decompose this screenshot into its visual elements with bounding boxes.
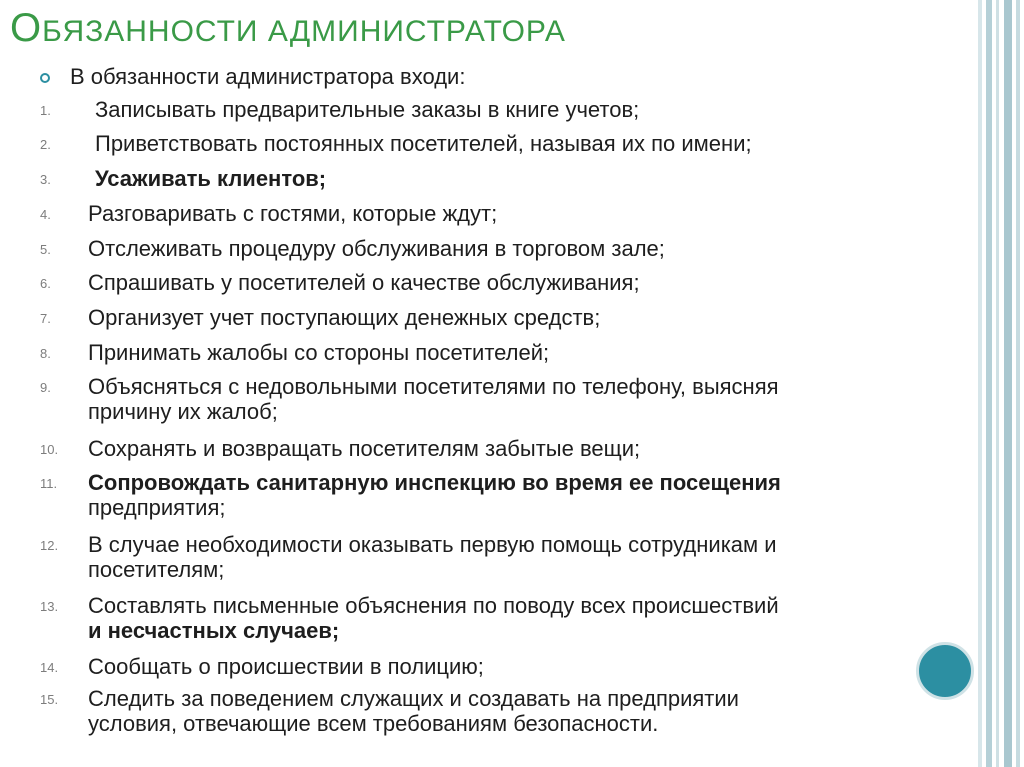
list-item-number: 15. [40,692,59,707]
list-item-text: Отслеживать процедуру обслуживания в торговом зале; [88,236,665,261]
list-item-text: и несчастных случаев; [88,618,340,643]
list-item-number: 9. [40,380,51,395]
list-item-text: Сохранять и возвращать посетителям забытые вещи; [88,436,641,461]
list-item-number: 2. [40,137,51,152]
list-item-number: 12. [40,538,59,553]
list-item-number: 1. [40,103,51,118]
list-item-text: посетителям; [88,557,225,582]
list-item-text: В случае необходимости оказывать первую помощь сотрудникам и [88,532,777,557]
side-bar-3 [996,0,999,767]
list-item-text: Приветствовать постоянных посетителей, называя их по имени; [95,131,752,156]
list-item-text: Принимать жалобы со стороны посетителей; [88,340,550,365]
list-item-number: 7. [40,311,51,326]
list-item-text: условия, отвечающие всем требованиям безопасности. [88,711,659,736]
side-bar-5 [1016,0,1020,767]
list-item-text: Записывать предварительные заказы в книге учетов; [95,97,640,122]
side-bar-2 [986,0,992,767]
list-item-text: Следить за поведением служащих и создавать на предприятии [88,686,739,711]
list-item-number: 6. [40,276,51,291]
list-item-text: причину их жалоб; [88,399,278,424]
list-item-number: 13. [40,599,59,614]
list-item-text: Сопровождать санитарную инспекцию во время ее посещения [88,470,781,495]
list-item-text: Составлять письменные объяснения по поводу всех происшествий [88,593,779,618]
list-item-number: 8. [40,346,51,361]
list-item-text: Объясняться с недовольными посетителями по телефону, выясняя [88,374,779,399]
list-item-text: Спрашивать у посетителей о качестве обслуживания; [88,270,640,295]
list-item-text: Усаживать клиентов; [95,166,327,191]
title-rest: БЯЗАННОСТИ АДМИНИСТРАТОРА [42,15,566,48]
list-item-text: Сообщать о происшествии в полицию; [88,654,484,679]
decorative-circle [916,642,974,700]
side-bar-4 [1004,0,1012,767]
list-item-text: Разговаривать с гостями, которые ждут; [88,201,498,226]
list-item-number: 3. [40,172,51,187]
list-item-number: 10. [40,442,59,457]
list-item-number: 4. [40,207,51,222]
bullet-icon [40,73,50,83]
list-item-text: предприятия; [88,495,226,520]
list-item-text: Организует учет поступающих денежных средств; [88,305,601,330]
list-item-number: 5. [40,242,51,257]
slide-title [10,6,566,51]
decorative-side-bars [978,0,1024,767]
list-item-number: 14. [40,660,59,675]
title-first-letter: О [10,6,43,50]
list-item-number: 11. [40,476,58,491]
side-bar-1 [978,0,982,767]
intro-text: В обязанности администратора входи: [70,64,466,89]
